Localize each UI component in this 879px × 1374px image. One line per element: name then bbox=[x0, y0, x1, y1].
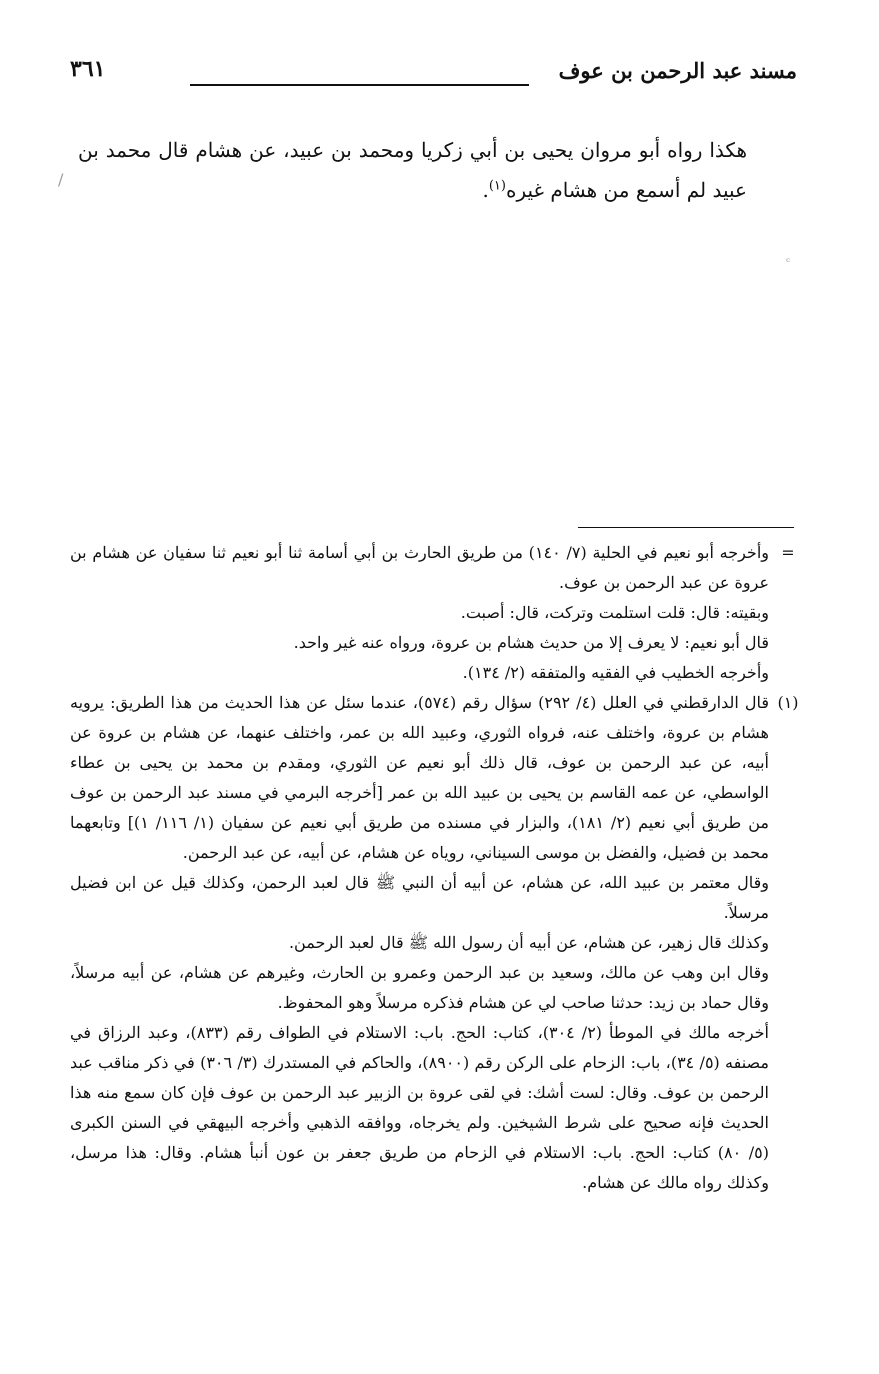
footnote-1 bbox=[70, 688, 803, 1198]
header-rule bbox=[190, 84, 529, 86]
main-paragraph-text: هكذا رواه أبو مروان يحيى بن أبي زكريا ومحمد بن عبيد، عن هشام قال محمد بن عبيد لم أسمع من هشام غيره bbox=[78, 138, 747, 202]
end-punctuation: . bbox=[482, 178, 489, 202]
footnote-paragraph: وقال معتمر بن عبيد الله، عن هشام، عن أبيه أن النبي ﷺ قال لعبد الرحمن، وكذلك قيل عن ابن فضيل مرسلاً. bbox=[70, 873, 769, 922]
footnote-separator bbox=[578, 527, 794, 528]
footnote-line: وبقيته: قال: قلت استلمت وتركت، قال: أصبت. bbox=[460, 603, 769, 622]
footnote-line: وأخرجه أبو نعيم في الحلية (٧/ ١٤٠) من طريق الحارث بن أبي أسامة ثنا أبو نعيم ثنا سفيان عن هشام بن عروة عن عبد الرحمن بن عوف. bbox=[70, 543, 769, 592]
footnote-paragraph: أخرجه مالك في الموطأ (٢/ ٣٠٤)، كتاب: الحج. باب: الاستلام في الطواف رقم (٨٣٣)، وعبد الرزاق في مصنفه (٥/ ٣٤)، باب: الزحام على الركن رقم (٨٩٠٠)، والحاكم في المستدرك (٣/ ٣٠٦) في ذكر مناقب عبد الرحمن بن عوف. وقال: لست أشك: في لقى عروة بن الزبير عبد الرحمن بن عوف فإن كان سمع منه هذا الحديث فإنه صحيح على شرط الشيخين. ولم يخرجاه، ووافقه الذهبي وأخرجه البيهقي في السنن الكبرى (٥/ ٨٠) كتاب: الحج. باب: الاستلام في الزحام من طريق جعفر بن عون أنبأ هشام. وقال: هذا مرسل، وكذلك رواه مالك عن هشام. bbox=[70, 1023, 769, 1192]
footnotes bbox=[70, 538, 803, 1198]
main-text bbox=[78, 130, 797, 210]
margin-mark: ᶜ bbox=[786, 255, 791, 269]
footnote-continuation bbox=[70, 538, 803, 688]
continuation-marker: = bbox=[781, 543, 795, 562]
margin-mark: / bbox=[58, 170, 64, 189]
footnote-line: قال أبو نعيم: لا يعرف إلا من حديث هشام بن عروة، ورواه عنه غير واحد. bbox=[293, 633, 769, 652]
running-title: مسند عبد الرحمن بن عوف bbox=[558, 58, 797, 83]
footnote-paragraph: وكذلك قال زهير، عن هشام، عن أبيه أن رسول الله ﷺ قال لعبد الرحمن. bbox=[288, 933, 769, 952]
main-paragraph bbox=[78, 130, 797, 210]
footnote-number: (١) bbox=[777, 693, 799, 712]
page-number: ٣٦١ bbox=[70, 56, 106, 82]
footnote-line: وأخرجه الخطيب في الفقيه والمتفقه (٢/ ١٣٤). bbox=[462, 663, 769, 682]
footnote-reference: (١) bbox=[488, 178, 506, 194]
page-header bbox=[70, 56, 797, 92]
footnote-paragraph: وقال ابن وهب عن مالك، وسعيد بن عبد الرحمن وعمرو بن الحارث، وغيرهم عن هشام، عن أبيه مرسلاً، وقال حماد بن زيد: حدثنا صاحب لي عن هشام فذكره مرسلاً وهو المحفوظ. bbox=[70, 963, 769, 1012]
footnote-paragraph: قال الدارقطني في العلل (٤/ ٢٩٢) سؤال رقم (٥٧٤)، عندما سئل عن هذا الحديث من هذا الطريق: يرويه هشام بن عروة، واختلف عنه، فرواه الثوري، وعبيد الله بن عمر، واختلف عنهما، عن هشام بن عروة عن أبيه، عن عبد الرحمن بن عوف، قال ذلك أبو نعيم عن الثوري، ومقدم بن محمد بن يحيى بن عطاء الواسطي، عن عمه القاسم بن يحيى بن عبيد الله بن عمر [أخرجه البرمي في مسند عبد الرحمن بن عوف من طريق أبي نعيم (٢/ ١٨١)، والبزار في مسنده من طريق أبي نعيم عن سفيان (١/ ١١٦/ ١)] وتابعهما محمد بن فضيل، والفضل بن موسى السيناني، روياه عن هشام، عن أبيه، عن عبد الرحمن. bbox=[70, 693, 770, 862]
